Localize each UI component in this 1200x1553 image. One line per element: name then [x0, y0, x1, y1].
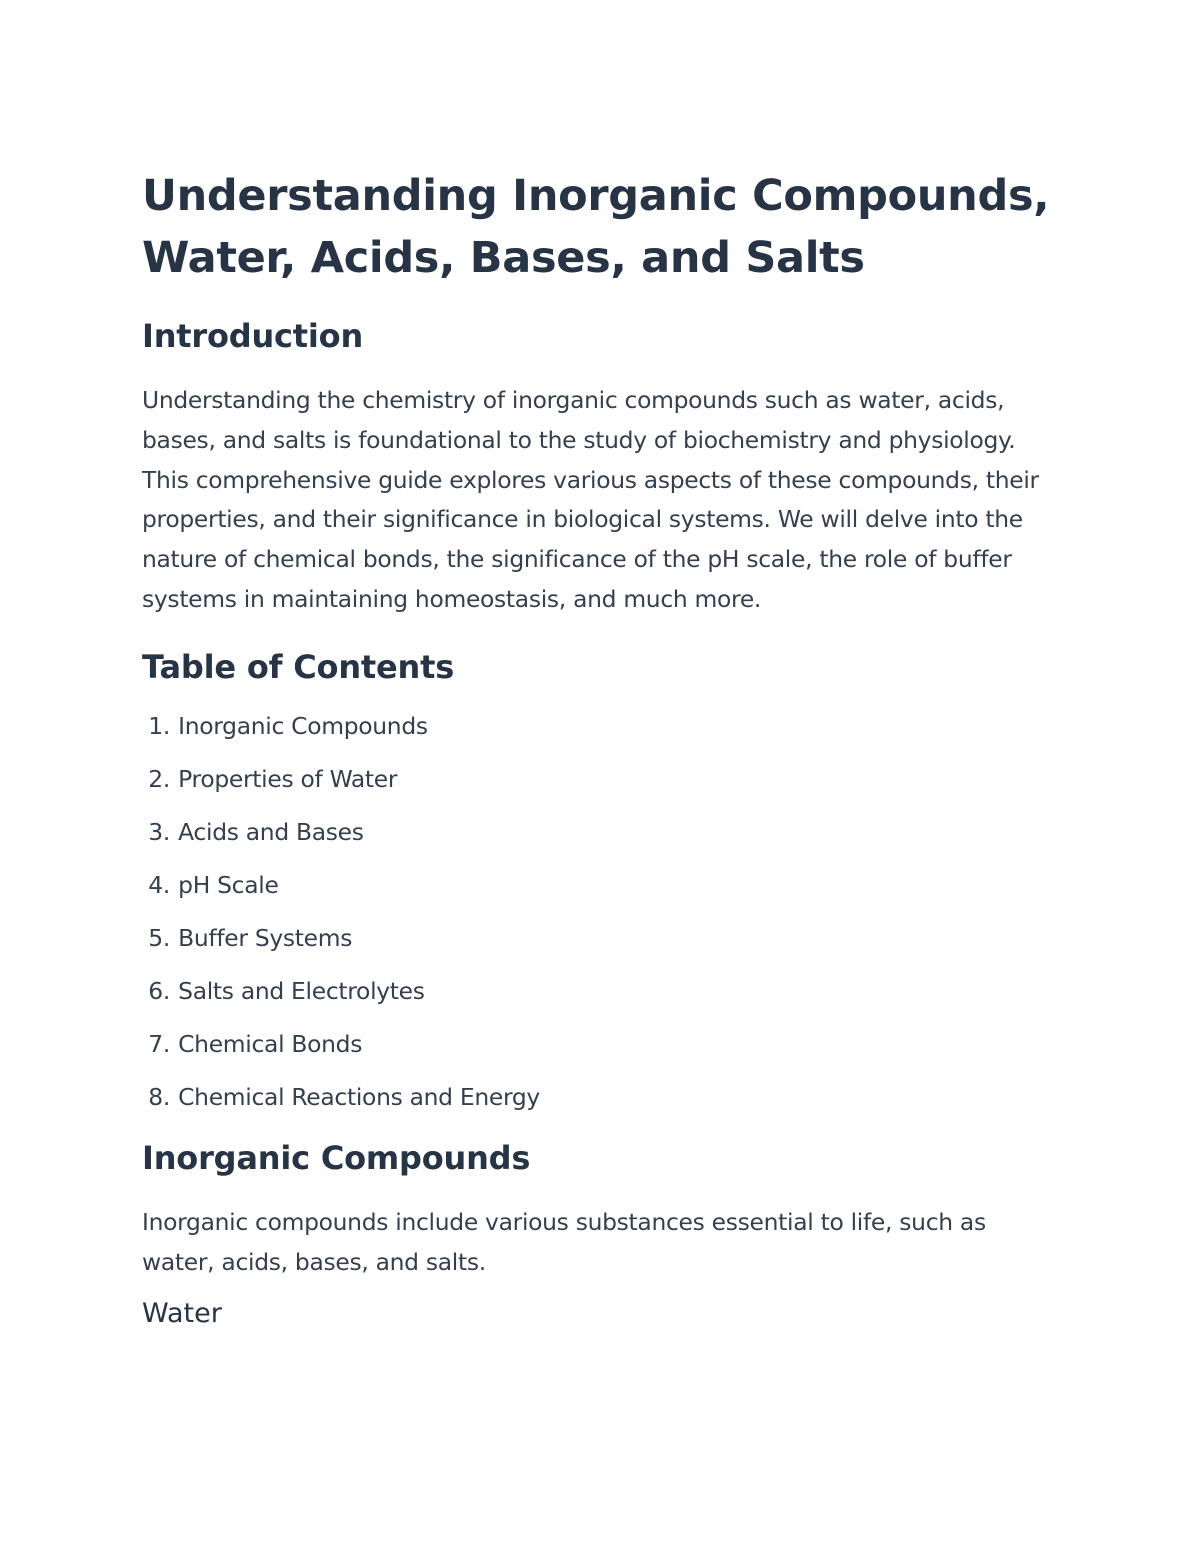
toc-item-number: 5.: [148, 923, 170, 952]
toc-item: [142, 976, 1062, 1029]
toc-item-label: Properties of Water: [178, 764, 398, 793]
inorganic-compounds-paragraph: Inorganic compounds include various substances essential to life, such as water, acids, bases, and salts.: [142, 1207, 986, 1276]
introduction-paragraph: Understanding the chemistry of inorganic compounds such as water, acids, bases, and salts is foundational to the study of biochemistry and physiology. This comprehensive guide explores various aspects of these compounds, their properties, and their significance in biological systems. We will delve into the nature of chemical bonds, the significance of the pH scale, the role of buffer systems in maintaining homeostasis, and much more.: [142, 386, 1039, 613]
toc-item: [142, 817, 1062, 870]
toc-item: [142, 870, 1062, 923]
toc-item-number: 8.: [148, 1082, 170, 1111]
toc-item-label: Chemical Bonds: [178, 1029, 363, 1058]
document-page: [142, 165, 1062, 1332]
toc-item-number: 2.: [148, 764, 170, 793]
toc-item: [142, 923, 1062, 976]
toc-item-label: Inorganic Compounds: [178, 711, 428, 740]
water-subheading: Water: [142, 1298, 222, 1330]
table-of-contents-heading: Table of Contents: [142, 647, 455, 686]
toc-item: [142, 1082, 1062, 1135]
toc-item-label: Salts and Electrolytes: [178, 976, 425, 1005]
toc-item-label: Buffer Systems: [178, 923, 353, 952]
toc-item-number: 1.: [148, 711, 170, 740]
toc-item-label: Acids and Bases: [178, 817, 364, 846]
toc-item: [142, 711, 1062, 764]
toc-item-number: 6.: [148, 976, 170, 1005]
toc-item-label: Chemical Reactions and Energy: [178, 1082, 540, 1111]
document-title: Understanding Inorganic Compounds, Water, Acids, Bases, and Salts: [142, 171, 1050, 283]
toc-item: [142, 764, 1062, 817]
toc-item-number: 4.: [148, 870, 170, 899]
toc-item-label: pH Scale: [178, 870, 279, 899]
toc-item-number: 7.: [148, 1029, 170, 1058]
toc-item: [142, 1029, 1062, 1082]
introduction-heading: Introduction: [142, 317, 364, 355]
table-of-contents-list: [142, 711, 1062, 1135]
toc-item-number: 3.: [148, 817, 170, 846]
inorganic-compounds-heading: Inorganic Compounds: [142, 1138, 531, 1177]
